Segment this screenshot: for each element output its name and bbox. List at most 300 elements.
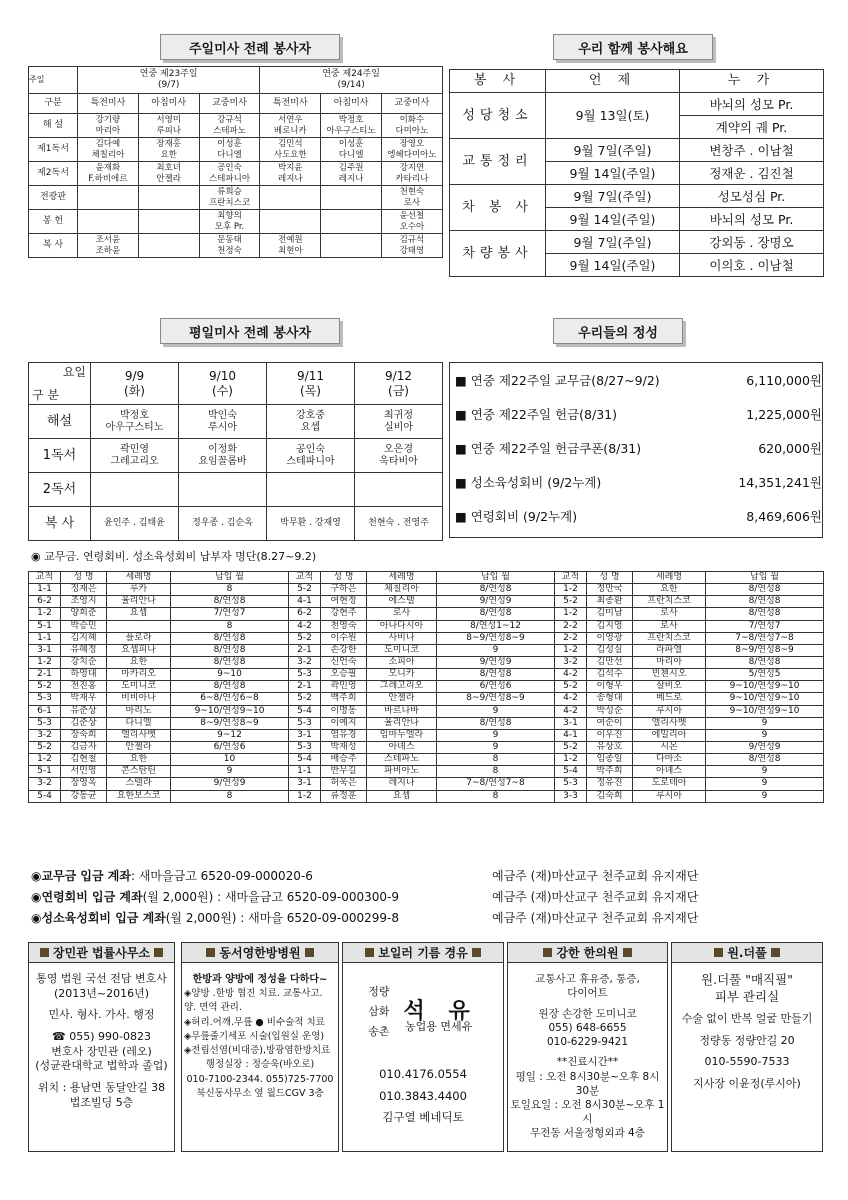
service-date: 9월 7일(주일) (546, 185, 680, 208)
payer-cell: 6~8/연성6~8 (171, 693, 289, 705)
account-number: : 새마을금고 6520-09-000020-6 (130, 868, 313, 883)
ad-line: 민사. 형사. 가사. 행정 (48, 1008, 155, 1022)
ad-line: 북신동사무소 옆 월드CGV 3층 (196, 1087, 324, 1099)
payer-cell: 2-1 (289, 681, 321, 693)
payer-cell: 8~9/연성8~9 (437, 632, 555, 644)
ad-line (674, 1070, 820, 1077)
server-cell: 천현숙 . 전영주 (355, 507, 443, 541)
payer-cell: 안젤라 (367, 693, 437, 705)
row-label: 2독서 (29, 473, 91, 507)
table-row (29, 681, 824, 693)
payer-cell: 9 (706, 778, 824, 790)
payer-cell: 8/연성8 (171, 632, 289, 644)
account-number: (월 2,000원) : 새마을금고 6520-09-000300-9 (142, 889, 399, 904)
payer-cell: 박성순 (587, 705, 633, 717)
payer-cell: 여순이 (587, 717, 633, 729)
payer-cell: 2-1 (29, 669, 61, 681)
payer-cell: 마리아 (633, 656, 706, 668)
payer-cell: 곽민영 (321, 681, 367, 693)
payer-cell: 마리노 (107, 705, 171, 717)
payer-cell: 9 (706, 729, 824, 741)
payer-cell: 서민영 (61, 766, 107, 778)
server-cell: 강기량 마리아 (78, 114, 139, 138)
ad-line: 010.3843.4400 (379, 1088, 467, 1103)
row-label: 해설 (29, 405, 91, 439)
ad-areas: 정량 삼화 송촌 (368, 985, 390, 1038)
offering-row (455, 436, 822, 460)
service-who: 이의호 . 이남철 (680, 254, 824, 277)
payer-cell: 바르나바 (367, 705, 437, 717)
square-bullet-icon (365, 948, 374, 957)
payer-cell: 8 (171, 790, 289, 802)
server-cell (321, 234, 382, 258)
payer-cell: 1-2 (289, 790, 321, 802)
payer-cell: 3-2 (29, 778, 61, 790)
server-cell: 장영오 엥헤다미아노 (382, 138, 443, 162)
server-cell (260, 210, 321, 234)
payer-cell: 김준상 (61, 717, 107, 729)
payer-cell: 율리안나 (107, 596, 171, 608)
payer-cell: 8 (171, 584, 289, 596)
row-label: 복 사 (29, 507, 91, 541)
payer-cell: 이우진 (587, 729, 633, 741)
payer-cell: 3-3 (555, 790, 587, 802)
payer-cell: 유준상 (61, 705, 107, 717)
payer-cell: 그레고리오 (367, 681, 437, 693)
offering-amount: 1,225,000원 (746, 407, 822, 422)
payer-cell: 체칠리아 (367, 584, 437, 596)
payer-cell: 빈첸시오 (633, 669, 706, 681)
service-date: 9월 14일(주일) (546, 162, 680, 185)
payer-cell: 9 (171, 766, 289, 778)
table-row (29, 729, 824, 741)
ad-body (674, 972, 820, 1092)
payer-cell: 플로라 (107, 632, 171, 644)
payer-cell: 8/연성8 (437, 717, 555, 729)
server-cell (78, 186, 139, 210)
ad-line: 010-5590-7533 (704, 1055, 790, 1069)
payer-cell: 8/연성8 (171, 656, 289, 668)
together-title: 우리 함께 봉사해요 (553, 34, 713, 60)
offering-label: ■ 성소육성회비 (9/2누계) (455, 475, 602, 490)
table-row (29, 162, 443, 186)
payer-cell: 9 (437, 741, 555, 753)
payer-cell: 다마소 (633, 754, 706, 766)
payer-cell: 9~10/연성9~10 (706, 693, 824, 705)
payer-cell: 도로테아 (633, 778, 706, 790)
table-row (29, 632, 824, 644)
payer-cell: 김만선 (587, 656, 633, 668)
ad-line: 교통사고 휴유증, 통증, (535, 973, 640, 985)
payer-cell: 임마누엘라 (367, 729, 437, 741)
server-cell: 강호중 요셉 (267, 405, 355, 439)
account-holder: 예금주 (재)마산교구 천주교회 유지재단 (492, 868, 699, 883)
payer-cell: 4-2 (555, 693, 587, 705)
payer-cell: 손강한 (321, 644, 367, 656)
square-bullet-icon (543, 948, 552, 957)
payer-cell: 에밀리아 (633, 729, 706, 741)
ad-headline: 석 유 (403, 998, 478, 1024)
offering-row (455, 402, 822, 426)
payer-cell: 박재우 (61, 693, 107, 705)
payer-cell: 5-3 (29, 717, 61, 729)
table-row (29, 693, 824, 705)
payer-cell: 3-2 (29, 729, 61, 741)
payer-cell: 5-2 (29, 741, 61, 753)
server-cell: 박지윤 레지나 (260, 162, 321, 186)
service-who: 강외동 . 장명오 (680, 231, 824, 254)
account-holder: 예금주 (재)마산교구 천주교회 유지재단 (492, 889, 699, 904)
payer-cell: 1-1 (29, 584, 61, 596)
payer-cell: 2-1 (289, 644, 321, 656)
server-cell (91, 473, 179, 507)
column-header: 교적 (289, 572, 321, 584)
payer-cell: 9/연성9 (437, 656, 555, 668)
server-cell (267, 473, 355, 507)
payer-cell: 도미니코 (107, 681, 171, 693)
server-cell: 박정호 아우구스티노 (321, 114, 382, 138)
payer-cell: 9 (437, 644, 555, 656)
ad-line: 다이어트 (567, 987, 608, 1000)
payer-cell: 9~10/연성9~10 (706, 705, 824, 717)
ad-title-text: 동서영한방병원 (219, 946, 301, 960)
ad-title (182, 943, 338, 963)
server-cell: 윤선철 오수아 (382, 210, 443, 234)
payer-cell: 염유경 (321, 729, 367, 741)
payers-table (28, 571, 824, 803)
server-cell: 정우종 . 김순옥 (179, 507, 267, 541)
column-header: 세례명 (633, 572, 706, 584)
weekday-title: 평일미사 전례 봉사자 (160, 318, 340, 344)
payer-cell: 요셉 (367, 790, 437, 802)
payer-cell: 천영숙 (321, 620, 367, 632)
account-number: (월 2,000원) : 새마을 6520-09-000299-8 (165, 910, 399, 925)
server-cell: 김규석 강태영 (382, 234, 443, 258)
ad-title (508, 943, 667, 963)
server-cell: 최향의 모후 Pr. (199, 210, 260, 234)
offering-row (455, 470, 822, 494)
payer-cell: 류정훈 (321, 790, 367, 802)
payer-cell: 스텔라 (107, 778, 171, 790)
payer-cell: 6/연성6 (437, 681, 555, 693)
payer-cell: 로사 (633, 620, 706, 632)
server-cell: 박인숙 루시아 (179, 405, 267, 439)
payer-cell: 루카 (107, 584, 171, 596)
payer-cell: 6-1 (29, 705, 61, 717)
ad-title-text: 보일러 기름 경유 (378, 946, 468, 960)
table-row (29, 405, 443, 439)
payer-cell: 6/연성6 (171, 741, 289, 753)
offering-label: ■ 연중 제22주일 헌금쿠폰(8/31) (455, 441, 642, 456)
payer-cell: 요한 (107, 754, 171, 766)
payer-cell: 6-2 (29, 596, 61, 608)
ad-title (29, 943, 174, 963)
column-header: 성 명 (61, 572, 107, 584)
ad-line: 원장 손강한 도미니코 (538, 1007, 637, 1020)
day-header: 9/10 (수) (179, 363, 267, 405)
payer-cell: 모니카 (367, 669, 437, 681)
server-cell: 문동태 천정숙 (199, 234, 260, 258)
table-row (29, 210, 443, 234)
ad-line: (2013년~2016년) (53, 986, 150, 1000)
table-row (29, 754, 824, 766)
server-cell (138, 234, 199, 258)
server-cell: 김민석 사도요한 (260, 138, 321, 162)
payer-cell: 배승주 (321, 754, 367, 766)
payer-cell: 5-2 (29, 681, 61, 693)
payer-cell: 6-2 (289, 608, 321, 620)
payer-cell: 5-2 (555, 741, 587, 753)
payer-cell: 요셉 (107, 608, 171, 620)
table-row (29, 584, 824, 596)
square-bullet-icon (472, 948, 481, 957)
row-label: 복 사 (29, 234, 78, 258)
payer-cell: 9 (706, 790, 824, 802)
offering-row (455, 368, 822, 392)
payer-cell: 허욱은 (321, 778, 367, 790)
service-date: 9월 14일(주일) (546, 254, 680, 277)
ad-line (674, 1027, 820, 1034)
server-cell: 이성훈 다니엘 (199, 138, 260, 162)
ad-line (31, 1074, 172, 1081)
account-holder: 예금주 (재)마산교구 천주교회 유지재단 (492, 910, 699, 925)
week-header: 연중 제23주일 (9/7) (78, 67, 260, 94)
payer-cell: 콘스탄틴 (107, 766, 171, 778)
weekday-servers-table (28, 362, 443, 541)
payer-cell: 9~10 (171, 669, 289, 681)
offering-row (455, 504, 822, 528)
payer-cell: 정재은 (61, 584, 107, 596)
payer-cell: 유혜정 (61, 644, 107, 656)
payer-cell: 5-2 (555, 681, 587, 693)
column-header: 납입 월 (706, 572, 824, 584)
payer-cell: 9/연성9 (706, 741, 824, 753)
payer-cell: 7~8/연성7~8 (706, 632, 824, 644)
payer-cell: 4-1 (289, 596, 321, 608)
table-row (29, 717, 824, 729)
sunday-servers-table (28, 66, 443, 258)
payer-cell: 8/연성8 (706, 754, 824, 766)
table-row (29, 644, 824, 656)
payer-cell: 장숙희 (61, 729, 107, 741)
payer-cell: 사비나 (367, 632, 437, 644)
ad-line: 피부 관리실 (714, 988, 780, 1004)
ad-line: 양. 면역 관리. (184, 1002, 242, 1014)
payer-cell: 김미남 (587, 608, 633, 620)
offering-amount: 6,110,000원 (746, 373, 822, 388)
ad-body (345, 982, 501, 1126)
payer-cell: 반무길 (321, 766, 367, 778)
row-label: 해 설 (29, 114, 78, 138)
payer-cell: 8/연성8 (706, 656, 824, 668)
ad-line: ☎ 055) 990-0823 (52, 1029, 151, 1043)
payer-cell: 1-2 (29, 754, 61, 766)
payer-cell: 1-2 (555, 608, 587, 620)
payer-cell: 1-2 (555, 644, 587, 656)
ad-title-text: 장민관 법률사무소 (53, 946, 150, 960)
server-cell: 전예원 최현아 (260, 234, 321, 258)
server-cell: 최호녀 안젤라 (138, 162, 199, 186)
payer-cell: 4-2 (555, 669, 587, 681)
service-category: 차량봉사 (450, 231, 546, 277)
server-cell (355, 473, 443, 507)
payer-cell: 엘리사벳 (107, 729, 171, 741)
payer-cell: 1-1 (289, 766, 321, 778)
payer-cell: 베드로 (633, 693, 706, 705)
corner-header: 주일 (29, 67, 78, 94)
ad-line: 지사장 이윤정(루시아) (693, 1076, 801, 1090)
payer-cell: 송형대 (587, 693, 633, 705)
ad-line: 행정실장 : 정승욱(바오로) (205, 1059, 315, 1071)
table-row (29, 596, 824, 608)
payer-cell: 5-3 (29, 693, 61, 705)
payer-cell: 8 (437, 766, 555, 778)
ad-line (674, 1049, 820, 1056)
table-row (29, 234, 443, 258)
server-cell: 박무환 . 강재영 (267, 507, 355, 541)
payer-cell: 9/연성9 (171, 778, 289, 790)
together-service-table (449, 69, 824, 277)
ad-line: 정량동 정량안길 20 (699, 1033, 795, 1047)
payer-cell: 전진홍 (61, 681, 107, 693)
server-cell: 최귀정 실비아 (355, 405, 443, 439)
ad-title (343, 943, 503, 963)
server-cell: 윤재화 F.하비에르 (78, 162, 139, 186)
payer-cell: 5-2 (289, 584, 321, 596)
payer-cell: 강현주 (321, 608, 367, 620)
payer-cell: 파비아노 (367, 766, 437, 778)
payer-cell: 이명동 (321, 705, 367, 717)
server-cell (78, 210, 139, 234)
square-bullet-icon (714, 948, 723, 957)
payer-cell: 소피아 (367, 656, 437, 668)
server-cell (138, 210, 199, 234)
table-row (29, 114, 443, 138)
payer-cell: 5-1 (29, 766, 61, 778)
payer-cell: 9 (706, 717, 824, 729)
payer-cell: 김현철 (61, 754, 107, 766)
payer-cell: 10 (171, 754, 289, 766)
day-header: 9/11 (목) (267, 363, 355, 405)
service-who: 정재운 . 김진철 (680, 162, 824, 185)
table-row (450, 185, 824, 208)
ad-line: 변호사 장민관 (레오) (51, 1044, 152, 1058)
payer-cell: 이수원 (321, 632, 367, 644)
payer-cell: 이영광 (587, 632, 633, 644)
account-label: ◉성소육성회비 입금 계좌 (31, 910, 166, 925)
payer-cell: 8/연성8 (171, 596, 289, 608)
payer-cell: 1-2 (29, 608, 61, 620)
payer-cell: 스테파노 (367, 754, 437, 766)
column-header: 세례명 (367, 572, 437, 584)
ad-line: 010-7100-2344. 055)725-7700 (186, 1073, 334, 1085)
row-label: 제1독서 (29, 138, 78, 162)
corner-top-label: 요일 (62, 365, 86, 379)
server-cell: 김주원 레지나 (321, 162, 382, 186)
ad-line: ◈양방 .한방 협진 치료. 교통사고. (184, 988, 323, 999)
payer-cell: 이형우 (587, 681, 633, 693)
service-who: 바뇌의 성모 Pr. (680, 208, 824, 231)
table-row (450, 231, 824, 254)
payer-cell: 3-2 (555, 656, 587, 668)
payer-cell: 강동균 (61, 790, 107, 802)
column-header: 봉 사 (450, 70, 546, 93)
table-row (29, 766, 824, 778)
mass-header: 특전미사 (260, 94, 321, 114)
offering-label: ■ 연령회비 (9/2누계) (455, 509, 578, 524)
payer-cell: 5-2 (289, 693, 321, 705)
service-who: 변창주 . 이남철 (680, 139, 824, 162)
mass-header: 교중미사 (199, 94, 260, 114)
payer-cell: 엘리사벳 (633, 717, 706, 729)
payer-cell: 레지나 (367, 778, 437, 790)
server-cell: 김다예 체칠리아 (78, 138, 139, 162)
payer-cell: 7/연성7 (706, 620, 824, 632)
payer-cell: 7~8/연성7~8 (437, 778, 555, 790)
server-cell: 천현숙 로사 (382, 186, 443, 210)
payer-cell: 8 (437, 790, 555, 802)
service-who: 바뇌의 성모 Pr. (680, 93, 824, 116)
offering-label: ■ 연중 제22주일 교무금(8/27~9/2) (455, 373, 660, 388)
payer-cell: 9 (706, 766, 824, 778)
payer-cell: 5-4 (289, 705, 321, 717)
payer-cell: 아나다시아 (367, 620, 437, 632)
payer-cell: 살비오 (633, 681, 706, 693)
service-category: 교통정리 (450, 139, 546, 185)
payer-cell: 신언숙 (321, 656, 367, 668)
payer-cell: 김지혜 (61, 632, 107, 644)
table-row (29, 778, 824, 790)
ad-line (31, 1023, 172, 1030)
payer-cell: 유상호 (587, 741, 633, 753)
payer-cell: 조영지 (61, 596, 107, 608)
ad-line: 수술 없이 반복 얼굴 만들기 (681, 1012, 813, 1026)
payer-cell: 8 (171, 620, 289, 632)
payer-cell: 김금자 (61, 741, 107, 753)
payer-cell: 아녜스 (633, 766, 706, 778)
payer-cell: 이예지 (321, 717, 367, 729)
ad-line: 농업용 면세유 (405, 1020, 473, 1033)
payer-cell: 김석수 (587, 669, 633, 681)
payer-cell: 김숙희 (587, 790, 633, 802)
payer-cell: 9~12 (171, 729, 289, 741)
payer-cell: 구하은 (321, 584, 367, 596)
column-header: 교적 (555, 572, 587, 584)
server-cell: 조서윤 조하윤 (78, 234, 139, 258)
payer-cell: 요한보스코 (107, 790, 171, 802)
column-header: 납입 월 (437, 572, 555, 584)
payer-cell: 강치순 (61, 656, 107, 668)
server-cell (179, 473, 267, 507)
server-cell: 이성훈 다니엘 (321, 138, 382, 162)
payer-cell: 8/연성1~12 (437, 620, 555, 632)
table-row (29, 790, 824, 802)
payer-cell: 8/연성8 (437, 669, 555, 681)
ad-line: 무전동 서울정형외과 4층 (530, 1127, 645, 1140)
account-line (31, 907, 399, 927)
ad-line: 토일요일 : 오전 8시30분~오후 1시 (510, 1098, 665, 1126)
payer-cell: 도미니코 (367, 644, 437, 656)
payer-cell: 오승필 (321, 669, 367, 681)
payer-cell: 김성실 (587, 644, 633, 656)
server-cell: 강지연 카타리나 (382, 162, 443, 186)
payer-cell: 8/연성8 (706, 584, 824, 596)
payer-cell: 3-2 (289, 656, 321, 668)
server-cell: 곽민영 그레고리오 (91, 439, 179, 473)
payer-cell: 8/연성8 (706, 608, 824, 620)
ad-body (31, 972, 172, 1111)
payer-cell: 루시아 (633, 705, 706, 717)
